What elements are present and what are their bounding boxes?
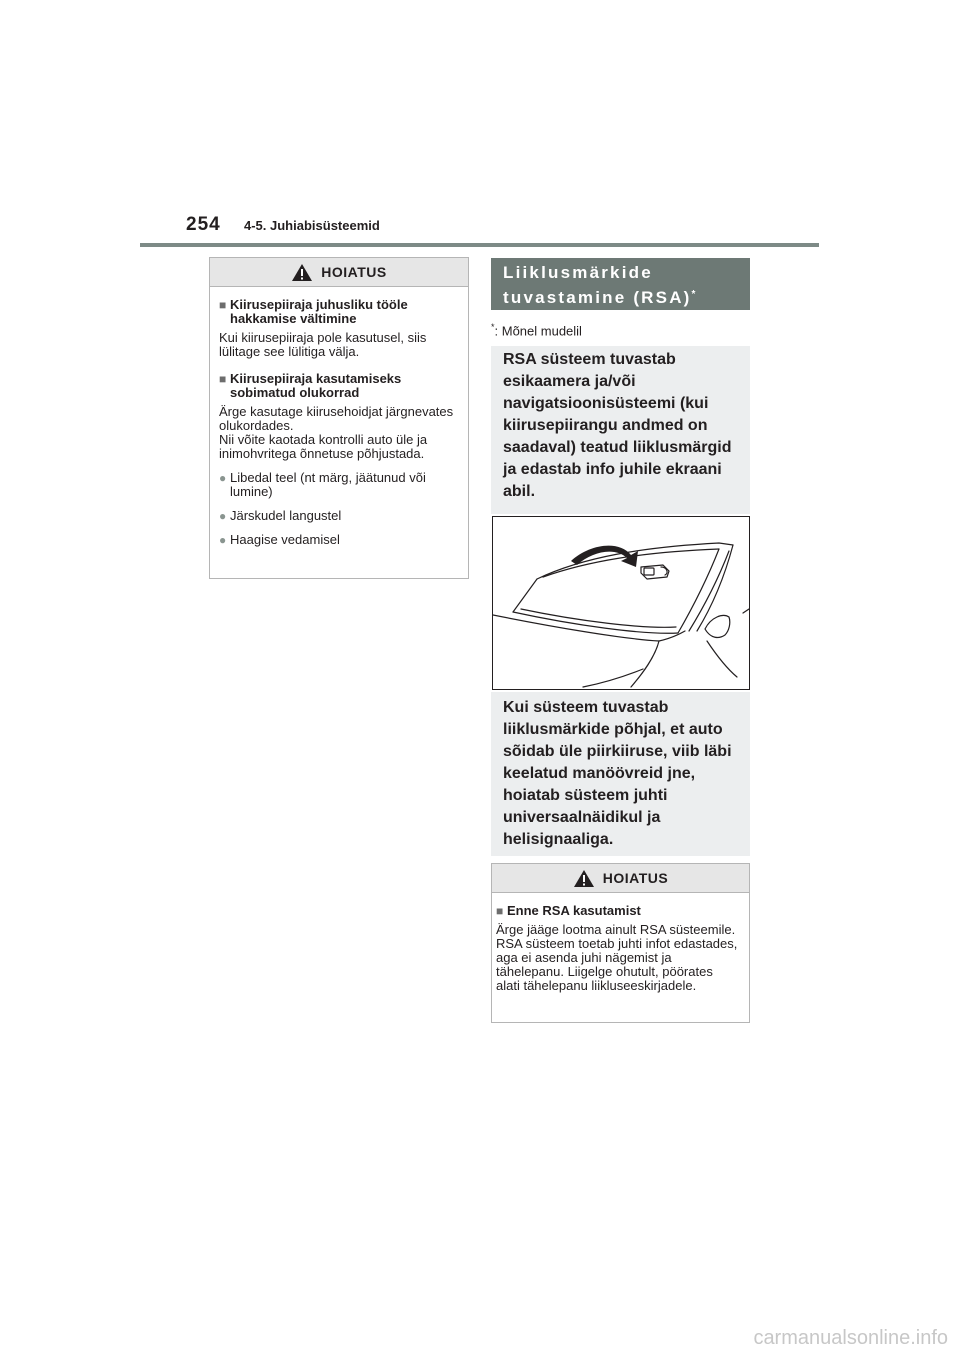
list-item: ● Järskudel langustel — [219, 508, 342, 523]
square-bullet-icon: ■ — [219, 298, 227, 312]
square-bullet-icon: ■ — [496, 904, 504, 918]
footnote: *: Mõnel mudelil — [491, 322, 582, 339]
warning-subheading — [219, 298, 459, 326]
title-footnote-mark: * — [691, 289, 696, 300]
warning-title: HOIATUS — [602, 870, 669, 886]
warning-triangle-icon — [573, 869, 595, 888]
section-title-line2: tuvastamine (RSA)* — [503, 288, 696, 307]
warning-subheading-text: Enne RSA kasutamist — [507, 903, 641, 918]
warning-header — [492, 864, 749, 893]
warning-box-rsa — [491, 863, 750, 1023]
intro-text: RSA süsteem tuvastab esikaamera ja/või navigatsioonisüsteemi (kui kiirusepiirangu andmed on saadaval) teatud liiklusmärgid ja edastab info juhile ekraani abil. — [503, 351, 732, 500]
warning-triangle-icon — [291, 263, 313, 282]
circle-bullet-icon: ● — [219, 533, 227, 547]
warning-header — [210, 258, 468, 287]
watermark: carmanualsonline.info — [753, 1327, 948, 1349]
warning-body — [492, 893, 749, 1003]
circle-bullet-icon: ● — [219, 509, 227, 523]
intro-panel — [491, 346, 750, 514]
header-rule — [140, 243, 819, 247]
section-title-bar — [491, 258, 750, 310]
circle-bullet-icon: ● — [219, 471, 227, 485]
page-number: 254 — [186, 214, 221, 235]
warning-paragraph: Kui kiirusepiiraja pole kasutusel, siis lülitage see lülitiga välja. — [219, 330, 427, 359]
windshield-camera-drawing — [493, 517, 749, 689]
warning-box-speed-limiter — [209, 257, 469, 579]
warning-subheading — [496, 904, 740, 918]
page-header — [186, 214, 380, 244]
warning-subheading — [219, 372, 459, 400]
warning-subheading-text: Kiirusepiiraja kasutamiseks sobimatud olukorrad — [230, 371, 402, 400]
warning-subheading-text: Kiirusepiiraja juhusliku tööle hakkamise vältimine — [230, 297, 408, 326]
section-label: 4-5. Juhiabisüsteemid — [244, 218, 380, 233]
warning-body — [210, 287, 468, 557]
description-panel — [491, 692, 750, 856]
square-bullet-icon: ■ — [219, 372, 227, 386]
description-text: Kui süsteem tuvastab liiklusmärkide põhjal, et auto sõidab üle piirkiiruse, viib läbi keelatud manöövreid jne, hoiatab süsteem juhti universaalnäidikul ja helisignaaliga. — [503, 699, 732, 848]
list-item: ● Libedal teel (nt märg, jäätunud või lumine) — [219, 470, 426, 499]
warning-paragraph: Ärge jääge lootma ainult RSA süsteemile. RSA süsteem toetab juhti infot edastades, aga ei asenda juhi nägemist ja tähelepanu. Liigelge ohutult, pöörates alati tähelepanu liikluseeskirjadele. — [496, 922, 738, 993]
list-item: ● Haagise vedamisel — [219, 532, 340, 547]
warning-paragraph: Ärge kasutage kiirusehoidjat järgnevates olukordades. Nii võite kaotada kontrolli auto üle ja inimohvritega õnnetuse põhjustada. — [219, 404, 454, 461]
warning-title: HOIATUS — [321, 264, 387, 280]
section-title-line1: Liiklusmärkide — [503, 263, 653, 282]
windshield-camera-illustration — [492, 516, 750, 690]
